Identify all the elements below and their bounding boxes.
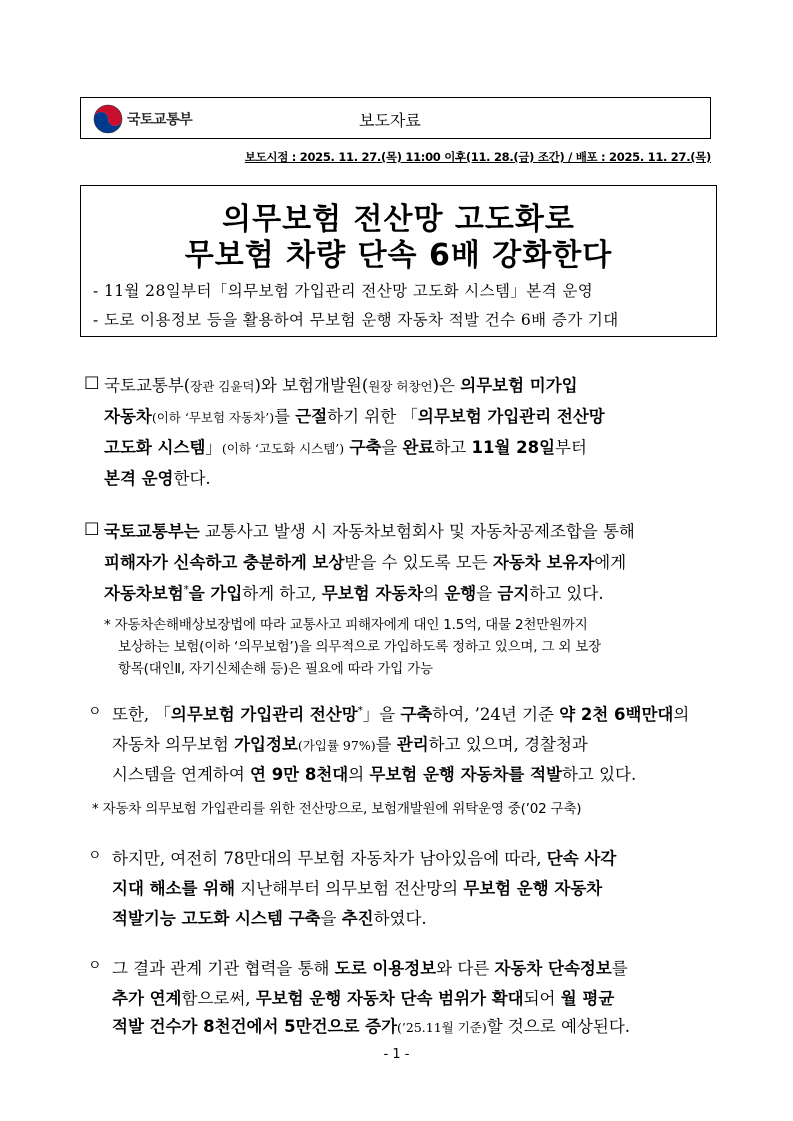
para5-line1: 그 결과 관계 기관 협력을 통해 도로 이용정보와 다른 자동차 단속정보를 [112,959,628,978]
doc-type: 보도자료 [359,111,421,130]
page-number: - 1 - [383,1047,410,1062]
org-name: 국토교통부 [127,112,193,128]
note1-line3: 항목(대인Ⅱ, 자기신체손해 등)은 필요에 따라 가입 가능 [118,661,433,677]
para1-line1: 국토교통부(장관 김윤덕)와 보험개발원(원장 허창언)은 의무보험 미가입 [104,376,578,395]
para1-line3: 고도화 시스템」(이하 ‘고도화 시스템’) 구축을 완료하고 11월 28일부터 [104,438,587,457]
para4-line3: 적발기능 고도화 시스템 구축을 추진하였다. [112,909,427,928]
title-box [80,185,717,337]
subheadline-1: - 11월 28일부터「의무보험 가입관리 전산망 고도화 시스템」본격 운영 [93,282,594,300]
para5-line2: 추가 연계함으로써, 무보험 운행 자동차 단속 범위가 확대되어 월 평균 [112,989,615,1008]
para3-line2: 자동차 의무보험 가입정보(가입률 97%)를 관리하고 있으며, 경찰청과 [112,735,588,754]
para2-line2: 피해자가 신속하고 충분하게 보상받을 수 있도록 모든 자동차 보유자에게 [104,553,627,572]
bullet-circle: ㅇ [88,848,102,864]
para3-line1: 또한, 「의무보험 가입관리 전산망*」을 구축하여, ’24년 기준 약 2천 6백만대의 [112,705,690,724]
bullet-square: □ [84,518,100,537]
headline-2: 무보험 차량 단속 6배 강화한다 [184,238,613,273]
para1-line4: 본격 운영한다. [104,469,211,488]
para5-line3: 적발 건수가 8천건에서 5만건으로 증가(’25.11월 기준)할 것으로 예상된다. [112,1017,630,1036]
headline-1: 의무보험 전산망 고도화로 [222,202,575,237]
para4-line2: 지대 해소를 위해 지난해부터 의무보험 전산망의 무보험 운행 자동차 [112,879,603,898]
note1-line2: 보상하는 보험(이하 ‘의무보험’)을 의무적으로 가입하도록 정하고 있으며, 그 외 보장 [118,639,601,655]
footnote-2: * 자동차 의무보험 가입관리를 위한 전산망으로, 보험개발원에 위탁운영 중(’02 구축) [92,801,582,817]
bullet-circle: ㅇ [88,704,102,720]
note1-line1: * 자동차손해배상보장법에 따라 교통사고 피해자에게 대인 1.5억, 대물 2천만원까지 [104,617,588,633]
bullet-square: □ [84,372,100,391]
header-box [80,97,711,139]
release-info: 보도시점 : 2025. 11. 27.(목) 11:00 이후(11. 28.(금) 조간) / 배포 : 2025. 11. 27.(목) [244,150,711,164]
para2-line3: 자동차보험*을 가입하게 하고, 무보험 자동차의 운행을 금지하고 있다. [104,584,604,603]
subheadline-2: - 도로 이용정보 등을 활용하여 무보험 운행 자동차 적발 건수 6배 증가 기대 [93,311,619,329]
para2-line1: 국토교통부는 교통사고 발생 시 자동차보험회사 및 자동차공제조합을 통해 [104,522,635,541]
para1-line2: 자동차(이하 ‘무보험 자동차’)를 근절하기 위한 「의무보험 가입관리 전산망 [104,407,605,426]
para3-line3: 시스템을 연계하여 연 9만 8천대의 무보험 운행 자동차를 적발하고 있다. [112,765,637,784]
bullet-circle: ㅇ [88,958,102,974]
para4-line1: 하지만, 여전히 78만대의 무보험 자동차가 남아있음에 따라, 단속 사각 [112,849,617,868]
ministry-logo-icon [93,104,123,134]
